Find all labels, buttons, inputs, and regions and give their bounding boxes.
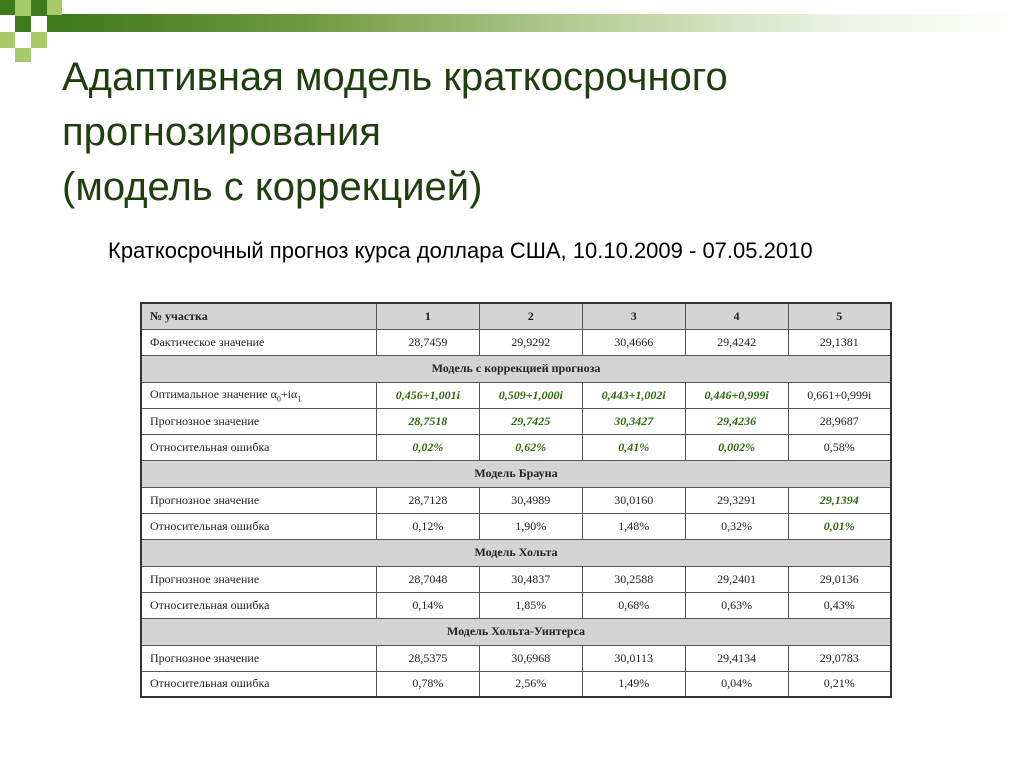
table-cell: 30,4666 [582, 329, 685, 355]
column-header: 3 [582, 303, 685, 329]
table-cell: 1,90% [479, 513, 582, 539]
page-subtitle: Краткосрочный прогноз курса доллара США, 10.10.2009 - 07.05.2010 [108, 238, 813, 263]
page-title [62, 50, 962, 215]
decor-square [31, 0, 47, 16]
table-cell: 0,509+1,000i [479, 382, 582, 408]
table-cell: 30,4837 [479, 566, 582, 592]
table-cell: 30,3427 [582, 408, 685, 434]
top-gradient-bar [62, 14, 1024, 32]
table-cell: 28,7128 [376, 487, 479, 513]
decor-square [15, 48, 31, 62]
header-label: № участка [141, 303, 376, 329]
decor-square [0, 0, 15, 15]
section-row [141, 618, 891, 645]
row-label: Прогнозное значение [141, 487, 376, 513]
table-cell: 29,4236 [685, 408, 788, 434]
table-cell: 29,2401 [685, 566, 788, 592]
table-cell: 0,21% [788, 671, 891, 697]
table-cell: 1,48% [582, 513, 685, 539]
forecast-table [140, 302, 892, 698]
section-title: Модель с коррекцией прогноза [141, 355, 891, 382]
section-title: Модель Брауна [141, 460, 891, 487]
table-cell: 0,04% [685, 671, 788, 697]
table-cell: 0,446+0,999i [685, 382, 788, 408]
table-cell: 29,4242 [685, 329, 788, 355]
table-cell: 30,4989 [479, 487, 582, 513]
column-header: 4 [685, 303, 788, 329]
table-cell: 30,6968 [479, 645, 582, 671]
table-cell: 0,58% [788, 434, 891, 460]
table-row [141, 408, 891, 434]
column-header: 5 [788, 303, 891, 329]
section-title: Модель Хольта [141, 539, 891, 566]
table-cell: 30,2588 [582, 566, 685, 592]
section-row [141, 460, 891, 487]
table-row [141, 434, 891, 460]
table-cell: 0,63% [685, 592, 788, 618]
table-cell: 1,49% [582, 671, 685, 697]
table-cell: 30,0160 [582, 487, 685, 513]
table-cell: 28,5375 [376, 645, 479, 671]
table-row [141, 513, 891, 539]
table-cell: 2,56% [479, 671, 582, 697]
table-cell: 0,68% [582, 592, 685, 618]
row-label: Относительная ошибка [141, 592, 376, 618]
table-cell: 29,1394 [788, 487, 891, 513]
table-row [141, 382, 891, 408]
table-cell: 0,41% [582, 434, 685, 460]
row-label-text: +iα [280, 386, 298, 401]
table-row [141, 671, 891, 697]
row-label: Прогнозное значение [141, 566, 376, 592]
title-line-2: прогнозирования [62, 110, 381, 154]
table-cell: 0,62% [479, 434, 582, 460]
row-label: Фактическое значение [141, 329, 376, 355]
decor-square [15, 16, 31, 32]
row-label: Относительная ошибка [141, 513, 376, 539]
table-cell: 28,7048 [376, 566, 479, 592]
row-label: Прогнозное значение [141, 408, 376, 434]
title-line-3: (модель с коррекцией) [62, 165, 483, 209]
table-cell: 1,85% [479, 592, 582, 618]
table-cell: 29,0136 [788, 566, 891, 592]
subscript: 1 [297, 394, 302, 404]
table-cell: 29,9292 [479, 329, 582, 355]
decor-square [31, 32, 47, 48]
row-label: Прогнозное значение [141, 645, 376, 671]
table-row [141, 329, 891, 355]
table-cell: 0,443+1,002i [582, 382, 685, 408]
table-header-row [141, 303, 891, 329]
section-row [141, 355, 891, 382]
table-cell: 0,661+0,999i [788, 382, 891, 408]
table-cell: 28,7518 [376, 408, 479, 434]
decor-square [47, 0, 62, 15]
table-cell: 0,32% [685, 513, 788, 539]
row-label [141, 382, 376, 408]
subscript: 0 [276, 394, 281, 404]
table-cell: 29,0783 [788, 645, 891, 671]
table-cell: 0,12% [376, 513, 479, 539]
table-cell: 0,02% [376, 434, 479, 460]
row-label: Относительная ошибка [141, 671, 376, 697]
column-header: 1 [376, 303, 479, 329]
decor-square [47, 15, 62, 32]
table-cell: 29,7425 [479, 408, 582, 434]
table-cell: 0,01% [788, 513, 891, 539]
decor-square [0, 32, 15, 48]
table-row [141, 645, 891, 671]
table-cell: 28,7459 [376, 329, 479, 355]
table-cell: 29,4134 [685, 645, 788, 671]
table-row [141, 592, 891, 618]
table-cell: 28,9687 [788, 408, 891, 434]
section-title: Модель Хольта-Уинтерса [141, 618, 891, 645]
title-line-1: Адаптивная модель краткосрочного [62, 55, 728, 99]
table-cell: 29,3291 [685, 487, 788, 513]
table-row [141, 566, 891, 592]
table-cell: 30,0113 [582, 645, 685, 671]
table-cell: 0,43% [788, 592, 891, 618]
table-cell: 0,002% [685, 434, 788, 460]
row-label-text: Оптимальное значение α [150, 386, 277, 401]
table-cell: 29,1381 [788, 329, 891, 355]
row-label: Относительная ошибка [141, 434, 376, 460]
table-cell: 0,14% [376, 592, 479, 618]
table-cell: 0,78% [376, 671, 479, 697]
section-row [141, 539, 891, 566]
decor-square [15, 0, 31, 16]
table-cell: 0,456+1,001i [376, 382, 479, 408]
column-header: 2 [479, 303, 582, 329]
table-row [141, 487, 891, 513]
